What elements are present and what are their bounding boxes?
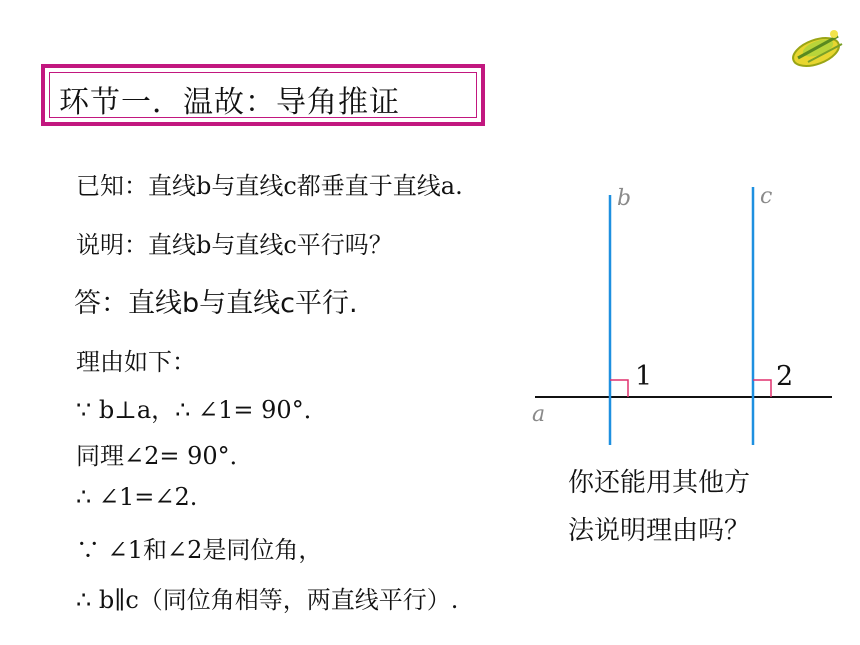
proof-step-2: 同理∠2= 90°． (76, 442, 254, 470)
angle-1-label: 1 (635, 361, 653, 392)
prompt-line-2: 法说明理由吗？ (568, 516, 751, 546)
angle-2-label: 2 (776, 361, 794, 392)
title-frame (41, 64, 485, 126)
proof-step-5: ∴ b∥c（同位角相等，两直线平行）. (76, 586, 459, 614)
slide-title: 环节一．温故：导角推证 (59, 85, 400, 120)
given-line: 已知：直线b与直线c都垂直于直线a. (76, 172, 463, 200)
reason-intro: 理由如下： (76, 348, 196, 376)
proof-step-3: ∴ ∠1=∠2. (76, 483, 198, 511)
label-a: a (532, 402, 546, 427)
proof-step-1: ∵ b⊥a，∴ ∠1= 90°． (76, 396, 328, 424)
right-angle-mark-2 (753, 380, 771, 397)
right-angle-mark-1 (610, 380, 628, 397)
answer-line: 答：直线b与直线c平行. (74, 288, 358, 319)
question-line: 说明：直线b与直线c平行吗？ (76, 231, 393, 259)
proof-step-4: ∵ ∠1和∠2是同位角， (76, 536, 323, 564)
parallel-lines-diagram (520, 175, 840, 455)
prompt-line-1: 你还能用其他方 (568, 468, 751, 498)
slide-logo-icon (788, 22, 850, 72)
label-b: b (617, 186, 632, 211)
label-c: c (760, 184, 773, 209)
